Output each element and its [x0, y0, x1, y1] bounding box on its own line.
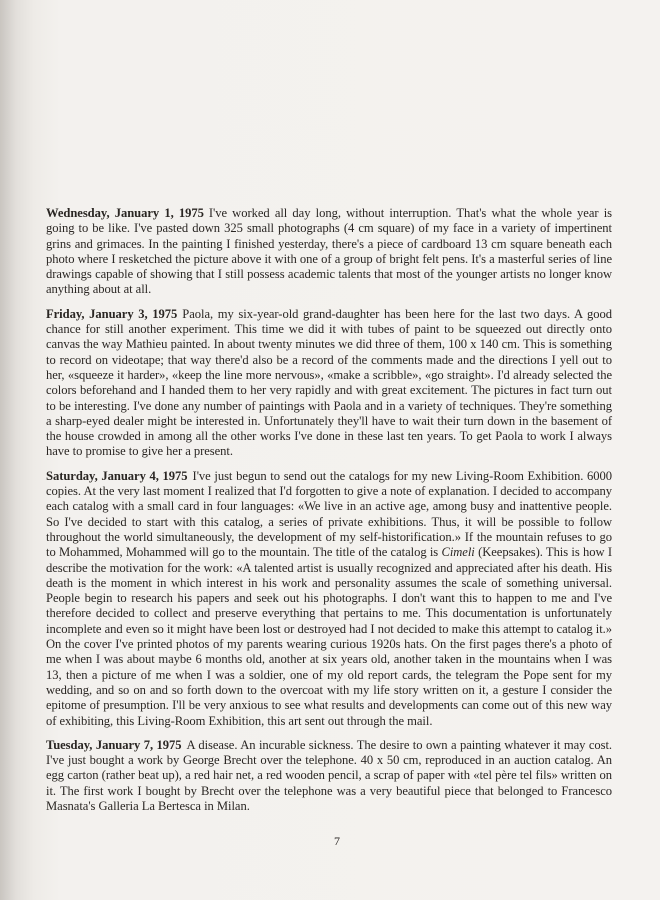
entry-date: Saturday, January 4, 1975 — [46, 468, 188, 483]
entry-body: Paola, my six-year-old grand-daughter has been here for the last two days. A good chance for still another experiment. This time we did it with tubes of paint to be squeezed out directly onto canvas the way Mathieu painted. In about twenty minutes we did three of them, 100 x 140 cm. This is something to record on videotape; that way there'd also be a record of the comments made and the directions I yell out to her, «squeeze it harder», «keep the line more nervous», «make a scribble», «go straight». I'd already selected the colors beforehand and I handed them to her very rapidly and with great excitement. The pictures in fact turn out to be interesting. I've done any number of paintings with Paola and in a variety of techniques. They're something a sharp-eyed dealer might be interested in. Unfortunately they'll have to wait their turn down in the basement of the house crowded in among all the other works I've done in these last ten years. To get Paola to work I always have to promise to give her a present. — [46, 306, 613, 459]
diary-text — [46, 206, 612, 823]
entry-body-continued: (Keepsakes). This is how I describe the motivation for the work: «A talented artist is usually recognized and appreciated after his death. His death is the moment in which interest in his work and personality assumes the scale of something universal. People begin to research his papers and seek out his photographs. I don't want this to happen to me and I've therefore decided to collect and preserve everything that pertains to me. This documentation is unfortunately incomplete and even so it might have been lost or destroyed had I not decided to make this attempt to catalog it.» On the cover I've printed photos of my parents wearing curious 1920s hats. On the first pages there's a photo of me when I was about maybe 6 months old, another at six years old, another taken in the mountains when I was 13, then a picture of me when I was a soldier, one of my old report cards, the telegram the Pope sent for my wedding, and so on and so forth down to the overcoat with my life story written on it, a gesture I consider the epitome of presumption. I'll be very anxious to see what results and developments can come out of this new way of exhibiting, this Living-Room Exhibition, this art sent out through the mail. — [46, 545, 612, 728]
diary-entry-jan-4 — [46, 469, 612, 729]
entry-date: Tuesday, January 7, 1975 — [46, 737, 182, 752]
entry-date: Friday, January 3, 1975 — [46, 306, 178, 321]
diary-entry-jan-1 — [46, 206, 612, 298]
entry-body: A disease. An incurable sickness. The desire to own a painting whatever it may cost. I've just bought a work by George Brecht over the telephone. 40 x 50 cm, reproduced in an auction catalog. An egg carton (rather beat up), a red hair net, a red wooden pencil, a scrap of paper with «tel père tel fils» written on it. The first work I bought by Brecht over the telephone was a very beautiful piece that belonged to Francesco Masnata's Galleria La Bertesca in Milan. — [46, 737, 612, 813]
page-number: 7 — [334, 834, 340, 848]
diary-entry-jan-7 — [46, 738, 612, 814]
catalog-title: Cimeli — [441, 545, 475, 560]
entry-date: Wednesday, January 1, 1975 — [46, 206, 204, 220]
entry-body: I've worked all day long, without interruption. That's what the whole year is going to be like. I've pasted down 325 small photographs (4 cm square) of my face in a variety of impertinent grins and grimaces. In the painting I finished yesterday, there's a piece of cardboard 13 cm square beneath each photo where I resketched the picture above it with one of a group of bright felt pens. It's a masterful series of line drawings capable of showing that I still possess academic talents that most of the younger artists no longer know anything about at all. — [46, 206, 612, 297]
diary-entry-jan-3 — [46, 307, 612, 460]
entry-body: I've just begun to send out the catalogs for my new Living-Room Exhibition. 6000 copies. At the very last moment I realized that I'd forgotten to give a note of explanation. I decided to accompany each catalog with a small card in four languages: «We live in an active age, among busy and inattentive people. So I've decided to start with this catalog, a series of private exhibitions. Thus, it will be possible to follow throughout the world simultaneously, the development of my self-historification.» If the mountain refuses to go to Mohammed, Mohammed will go to the mountain. The title of the catalog is — [46, 468, 612, 560]
